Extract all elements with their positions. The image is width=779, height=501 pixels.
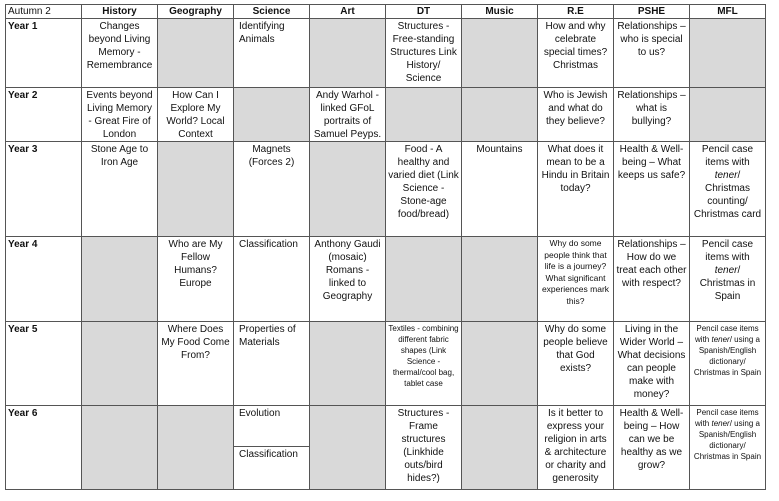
mfl-cell (690, 237, 766, 322)
music-cell: Mountains (462, 142, 538, 237)
mfl-verb: tener (711, 335, 730, 344)
geography-cell: Where Does My Food Come From? (158, 322, 234, 406)
art-cell: Andy Warhol - linked GFoL portraits of Samuel Peyps. (310, 88, 386, 142)
mfl-verb: tener (714, 265, 738, 276)
pshe-cell: Relationships – who is special to us? (614, 19, 690, 88)
science-topic: Evolution (234, 406, 309, 447)
history-header: History (82, 5, 158, 19)
empty-cell (462, 322, 538, 406)
geography-cell: Who are My Fellow Humans? Europe (158, 237, 234, 322)
science-cell (234, 406, 310, 490)
empty-cell (158, 142, 234, 237)
art-cell: Anthony Gaudi (mosaic) Romans - linked to Geography (310, 237, 386, 322)
term-header: Autumn 2 (6, 5, 82, 19)
empty-cell (82, 322, 158, 406)
empty-cell (690, 88, 766, 142)
year5-row (6, 322, 766, 406)
year3-row (6, 142, 766, 237)
mfl-cell (690, 322, 766, 406)
geography-header: Geography (158, 5, 234, 19)
pshe-cell: Health & Well-being – How can we be healthy as we grow? (614, 406, 690, 490)
year-label: Year 4 (6, 237, 82, 322)
science-cell: Properties of Materials (234, 322, 310, 406)
geography-cell: How Can I Explore My World? Local Context (158, 88, 234, 142)
re-cell: What does it mean to be a Hindu in Britain today? (538, 142, 614, 237)
empty-cell (234, 88, 310, 142)
empty-cell (462, 19, 538, 88)
mfl-text: / using a Spanish/English dictionary/ Christmas in Spain (693, 419, 762, 461)
pshe-cell: Relationships – what is bullying? (614, 88, 690, 142)
mfl-text: Pencil case items with (695, 408, 759, 428)
pshe-header: PSHE (614, 5, 690, 19)
dt-cell: Structures - Free-standing Structures Link History/ Science (386, 19, 462, 88)
empty-cell (310, 406, 386, 490)
year-label: Year 2 (6, 88, 82, 142)
re-header: R.E (538, 5, 614, 19)
art-header: Art (310, 5, 386, 19)
pshe-cell: Living in the Wider World – What decisions can people make with money? (614, 322, 690, 406)
mfl-verb: tener (711, 419, 730, 428)
empty-cell (82, 237, 158, 322)
re-cell: Who is Jewish and what do they believe? (538, 88, 614, 142)
history-cell: Stone Age to Iron Age (82, 142, 158, 237)
dt-cell: Food - A healthy and varied diet (Link Science - Stone-age food/bread) (386, 142, 462, 237)
year-label: Year 6 (6, 406, 82, 490)
empty-cell (386, 88, 462, 142)
mfl-cell (690, 142, 766, 237)
empty-cell (82, 406, 158, 490)
mfl-text: Pencil case items with (701, 239, 754, 263)
year4-row (6, 237, 766, 322)
empty-cell (158, 19, 234, 88)
header-row (6, 5, 766, 19)
science-topic: Classification (239, 449, 298, 460)
mfl-cell (690, 406, 766, 490)
mfl-text: Pencil case items with (695, 324, 759, 344)
mfl-text: Pencil case items with (701, 144, 754, 168)
empty-cell (462, 88, 538, 142)
year6-row (6, 406, 766, 490)
mfl-text: / Christmas in Spain (699, 265, 756, 302)
dt-cell: Structures - Frame structures (Linkhide outs/bird hides?) (386, 406, 462, 490)
dt-cell: Textiles - combining different fabric shapes (Link Science - thermal/cool bag, tablet case (386, 322, 462, 406)
empty-cell (310, 142, 386, 237)
science-header: Science (234, 5, 310, 19)
history-cell: Events beyond Living Memory - Great Fire of London (82, 88, 158, 142)
empty-cell (310, 19, 386, 88)
science-cell: Magnets (Forces 2) (234, 142, 310, 237)
mfl-verb: tener (714, 170, 738, 181)
year-label: Year 3 (6, 142, 82, 237)
science-cell: Classification (234, 237, 310, 322)
dt-header: DT (386, 5, 462, 19)
pshe-cell: Health & Well-being – What keeps us safe? (614, 142, 690, 237)
empty-cell (310, 322, 386, 406)
year2-row (6, 88, 766, 142)
re-cell: Is it better to express your religion in arts & architecture or charity and generosity (538, 406, 614, 490)
science-cell: Identifying Animals (234, 19, 310, 88)
re-cell: Why do some people believe that God exists? (538, 322, 614, 406)
year-label: Year 1 (6, 19, 82, 88)
history-cell: Changes beyond Living Memory - Remembrance (82, 19, 158, 88)
mfl-header: MFL (690, 5, 766, 19)
empty-cell (386, 237, 462, 322)
music-header: Music (462, 5, 538, 19)
curriculum-overview (5, 4, 766, 490)
mfl-text: / Christmas counting/ Christmas card (693, 170, 762, 220)
empty-cell (462, 237, 538, 322)
year1-row (6, 19, 766, 88)
curriculum-table (5, 4, 766, 490)
empty-cell (690, 19, 766, 88)
re-cell: Why do some people think that life is a journey? What significant experiences mark this? (538, 237, 614, 322)
pshe-cell: Relationships – How do we treat each other with respect? (614, 237, 690, 322)
empty-cell (462, 406, 538, 490)
year-label: Year 5 (6, 322, 82, 406)
empty-cell (158, 406, 234, 490)
re-cell: How and why celebrate special times? Christmas (538, 19, 614, 88)
mfl-text: / using a Spanish/English dictionary/ Christmas in Spain (693, 335, 762, 377)
